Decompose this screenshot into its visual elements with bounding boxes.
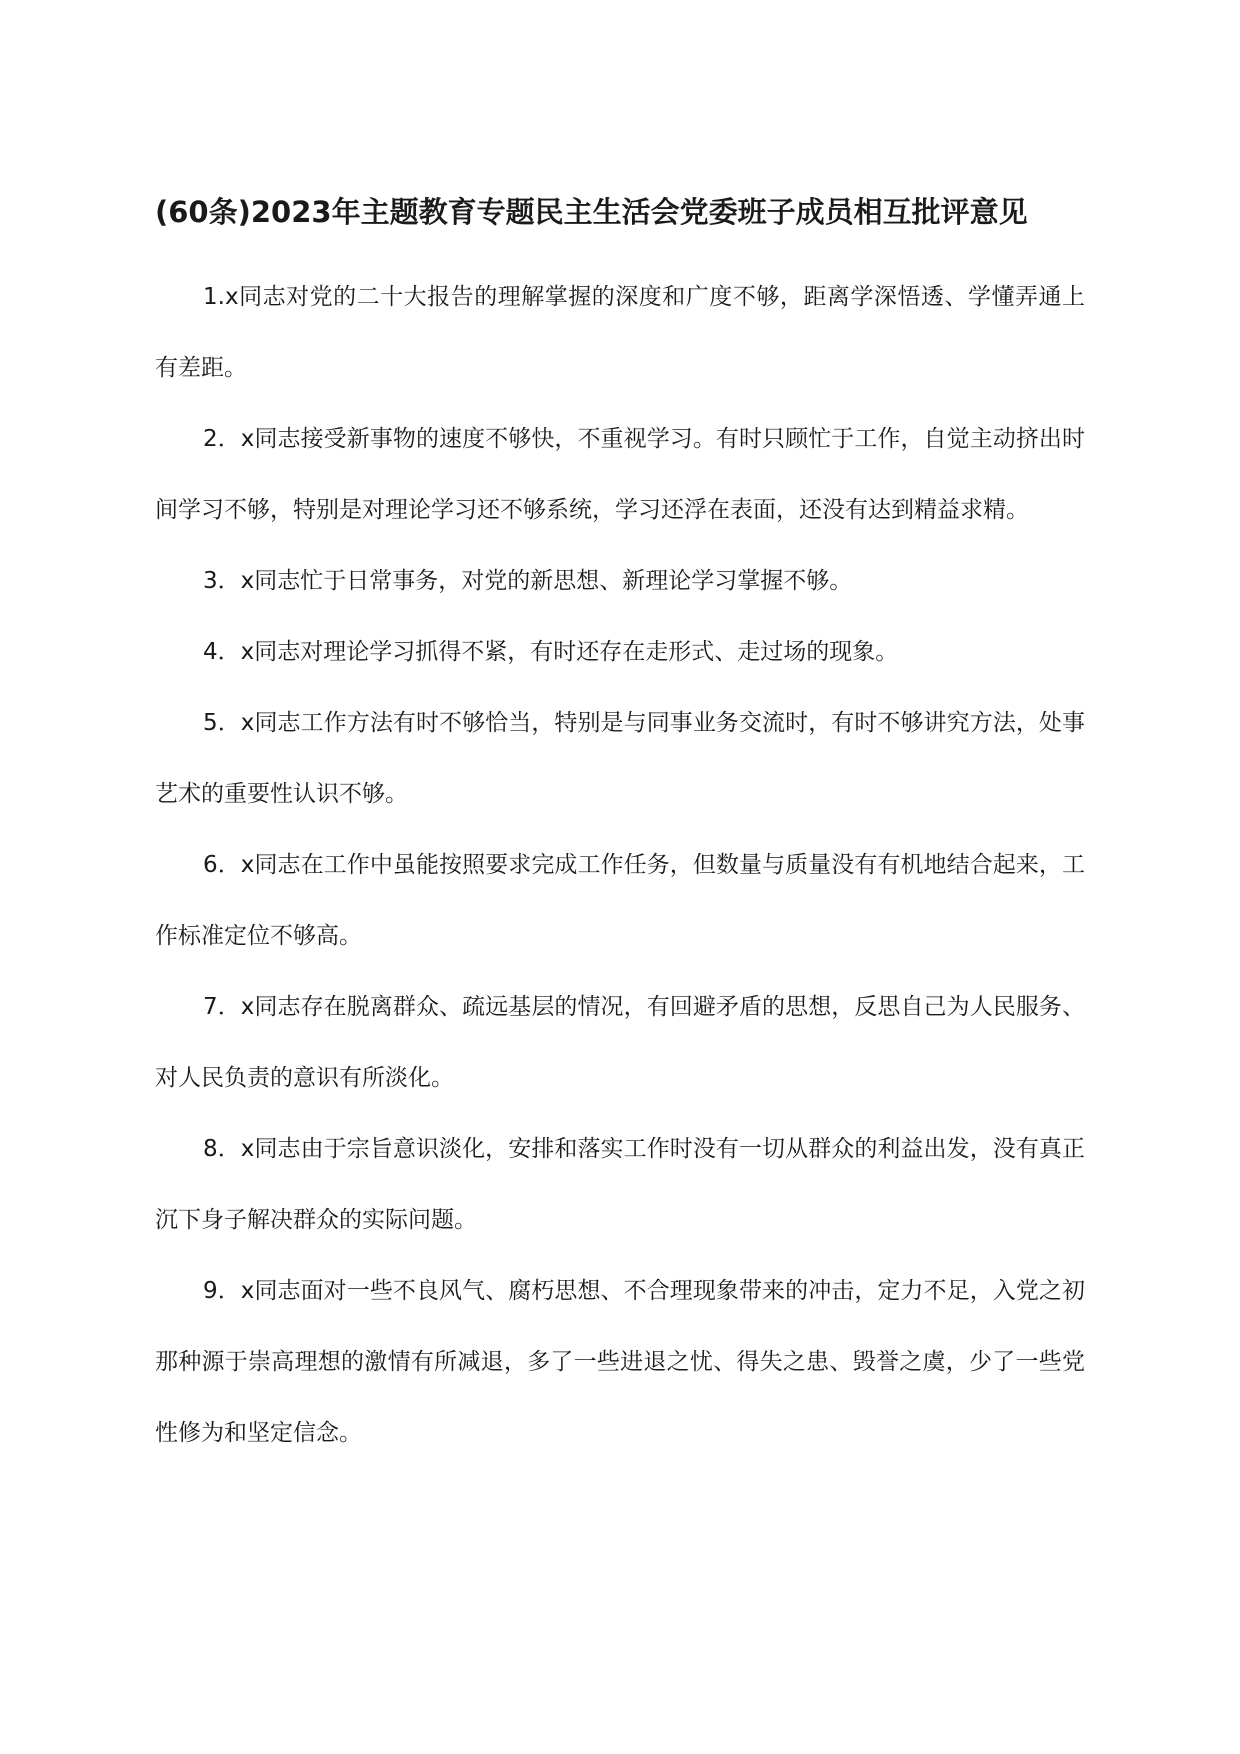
document-body <box>155 262 1085 1469</box>
criticism-item-5: 5．x同志工作方法有时不够恰当，特别是与同事业务交流时，有时不够讲究方法，处事艺术的重要性认识不够。 <box>155 710 1085 807</box>
criticism-item-3: 3．x同志忙于日常事务，对党的新思想、新理论学习掌握不够。 <box>203 568 853 594</box>
criticism-item-4: 4．x同志对理论学习抓得不紧，有时还存在走形式、走过场的现象。 <box>203 639 899 665</box>
criticism-item-9: 9．x同志面对一些不良风气、腐朽思想、不合理现象带来的冲击，定力不足，入党之初那种源于崇高理想的激情有所减退，多了一些进退之忧、得失之患、毁誉之虞，少了一些党性修为和坚定信念。 <box>155 1278 1085 1446</box>
criticism-item-6: 6．x同志在工作中虽能按照要求完成工作任务，但数量与质量没有有机地结合起来，工作标准定位不够高。 <box>155 852 1085 949</box>
criticism-item-7: 7．x同志存在脱离群众、疏远基层的情况，有回避矛盾的思想，反思自己为人民服务、对人民负责的意识有所淡化。 <box>155 994 1085 1091</box>
document-title: (60条)2023年主题教育专题民主生活会党委班子成员相互批评意见 <box>155 195 1028 229</box>
criticism-item-1: 1.x同志对党的二十大报告的理解掌握的深度和广度不够，距离学深悟透、学懂弄通上有差距。 <box>155 284 1085 381</box>
criticism-item-2: 2．x同志接受新事物的速度不够快，不重视学习。有时只顾忙于工作，自觉主动挤出时间学习不够，特别是对理论学习还不够系统，学习还浮在表面，还没有达到精益求精。 <box>155 426 1085 523</box>
criticism-item-8: 8．x同志由于宗旨意识淡化，安排和落实工作时没有一切从群众的利益出发，没有真正沉下身子解决群众的实际问题。 <box>155 1136 1085 1233</box>
